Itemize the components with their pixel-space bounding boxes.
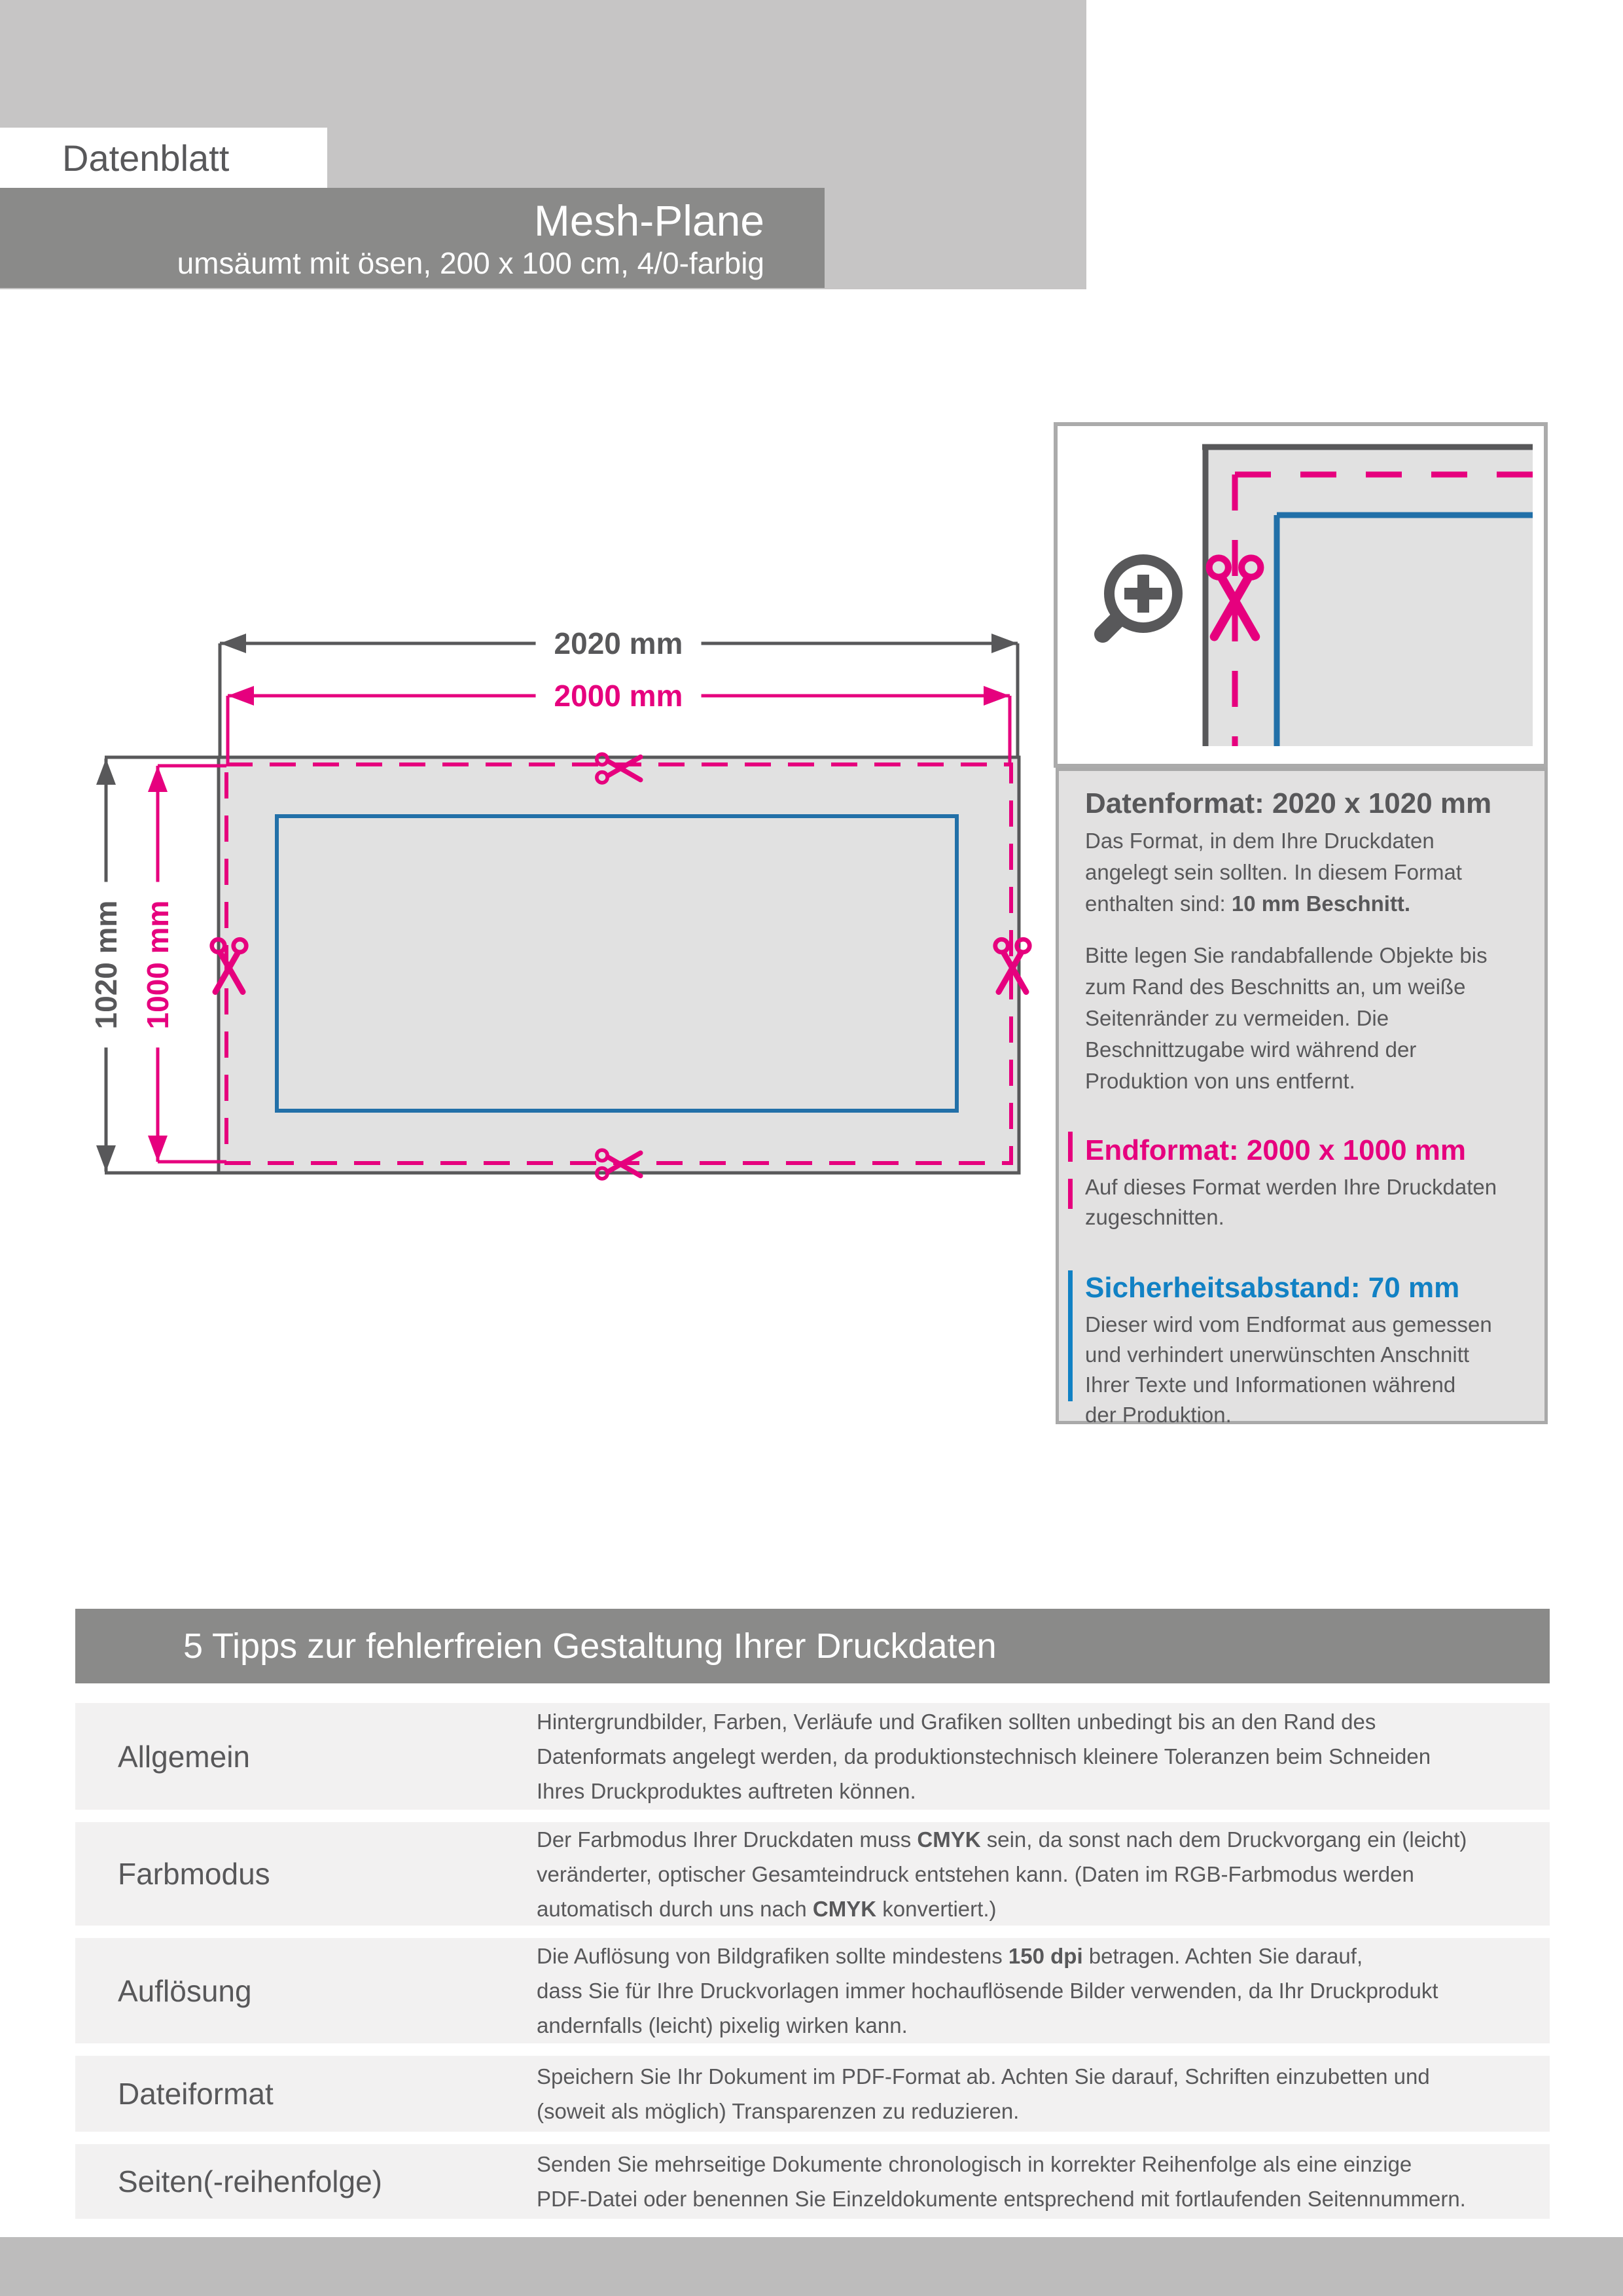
arrowhead-up-icon [96, 759, 116, 785]
product-subtitle: umsäumt mit ösen, 200 x 100 cm, 4/0-farbig [177, 245, 764, 280]
footer-band [0, 2237, 1623, 2296]
arrowhead-left-icon [220, 634, 246, 653]
safety-heading: Sicherheitsabstand: 70 mm [1085, 1272, 1460, 1304]
format-info-panel [1056, 768, 1548, 1427]
arrowhead-right-icon [984, 686, 1010, 706]
arrowhead-right-icon [991, 634, 1018, 653]
dim-label-outer-width: 2020 mm [536, 626, 702, 661]
magnifier-zoom-in-icon [1103, 560, 1177, 634]
arrowhead-up-icon [148, 766, 168, 792]
endformat-heading: Endformat: 2000 x 1000 mm [1085, 1134, 1467, 1166]
tip-label: Allgemein [118, 1739, 250, 1774]
corner-zoom-illustration [1054, 422, 1548, 768]
dim-label-trim-width: 2000 mm [536, 678, 702, 713]
tip-label: Seiten(-reihenfolge) [118, 2164, 383, 2198]
datenformat-text: Das Format, in dem Ihre Druckdaten angelegt sein sollten. In diesem Format enthalten sind: 10 mm Beschnitt. [1085, 829, 1462, 916]
tip-text: Senden Sie mehrseitige Dokumente chronologisch in korrekter Reihenfolge als eine einzige PDF-Datei oder benennen Sie Einzeldokumente entsprechend mit fortlaufenden Seitennummern. [537, 2152, 1466, 2211]
tips-heading: 5 Tipps zur fehlerfreien Gestaltung Ihrer Druckdaten [183, 1626, 997, 1666]
datenformat-bleed-text: Bitte legen Sie randabfallende Objekte bis zum Rand des Beschnitts an, um weiße Seitenränder zu vermeiden. Die Beschnittzugabe wird während der Produktion von uns entfernt. [1085, 943, 1488, 1093]
zoom-datenformat-fill [1205, 447, 1533, 746]
dim-label-trim-height: 1000 mm [140, 882, 175, 1048]
dim-label-outer-height: 1020 mm [88, 882, 124, 1048]
safety-solid-rule [1068, 1270, 1073, 1401]
tip-text: Hintergrundbilder, Farben, Verläufe und Grafiken sollten unbedingt bis an den Rand des Datenformats angelegt werden, da produktionstechnisch kleinere Toleranzen beim Schneiden Ihres Druckproduktes auftreten können. [537, 1710, 1431, 1803]
tips-header-band [75, 1609, 1550, 1683]
tip-row-seitenreihenfolge [75, 2144, 1550, 2219]
document-type-label: Datenblatt [62, 137, 230, 179]
tip-text: Der Farbmodus Ihrer Druckdaten muss CMYK sein, da sonst nach dem Druckvorgang ein (leicht) veränderter, optischer Gesamteindruck entstehen kann. (Daten im RGB-Farbmodus werden automatisch durch uns nach CMYK konvertiert.) [537, 1827, 1467, 1921]
product-title: Mesh-Plane [533, 196, 764, 245]
tip-text: Speichern Sie Ihr Dokument im PDF-Format ab. Achten Sie darauf, Schriften einzubetten und (soweit als möglich) Transparenzen zu reduzieren. [537, 2064, 1430, 2123]
tip-label: Auflösung [118, 1973, 252, 2008]
tip-text: Die Auflösung von Bildgrafiken sollte mindestens 150 dpi betragen. Achten Sie darauf, dass Sie für Ihre Druckvorlagen immer hochauflösende Bilder verwenden, da Ihr Druckprodukt andernfalls (leicht) pixelig wirken kann. [537, 1944, 1438, 2037]
arrowhead-down-icon [148, 1136, 168, 1162]
tip-label: Farbmodus [118, 1857, 270, 1891]
corner-zoom-box [1054, 422, 1548, 768]
endformat-dash-rule [1068, 1132, 1073, 1209]
tip-row-aufloesung [75, 1938, 1550, 2043]
arrowhead-left-icon [228, 686, 254, 706]
tip-row-allgemein [75, 1703, 1550, 1810]
tip-row-dateiformat [75, 2056, 1550, 2132]
safety-text: Dieser wird vom Endformat aus gemessen und verhindert unerwünschten Anschnitt Ihrer Texte und Informationen während der Produktion. [1085, 1312, 1492, 1427]
arrowhead-down-icon [96, 1145, 116, 1172]
endformat-text: Auf dieses Format werden Ihre Druckdaten zugeschnitten. [1085, 1175, 1497, 1229]
datenformat-heading: Datenformat: 2020 x 1020 mm [1085, 787, 1492, 819]
tip-label: Dateiformat [118, 2077, 274, 2111]
tip-row-farbmodus [75, 1822, 1550, 1926]
